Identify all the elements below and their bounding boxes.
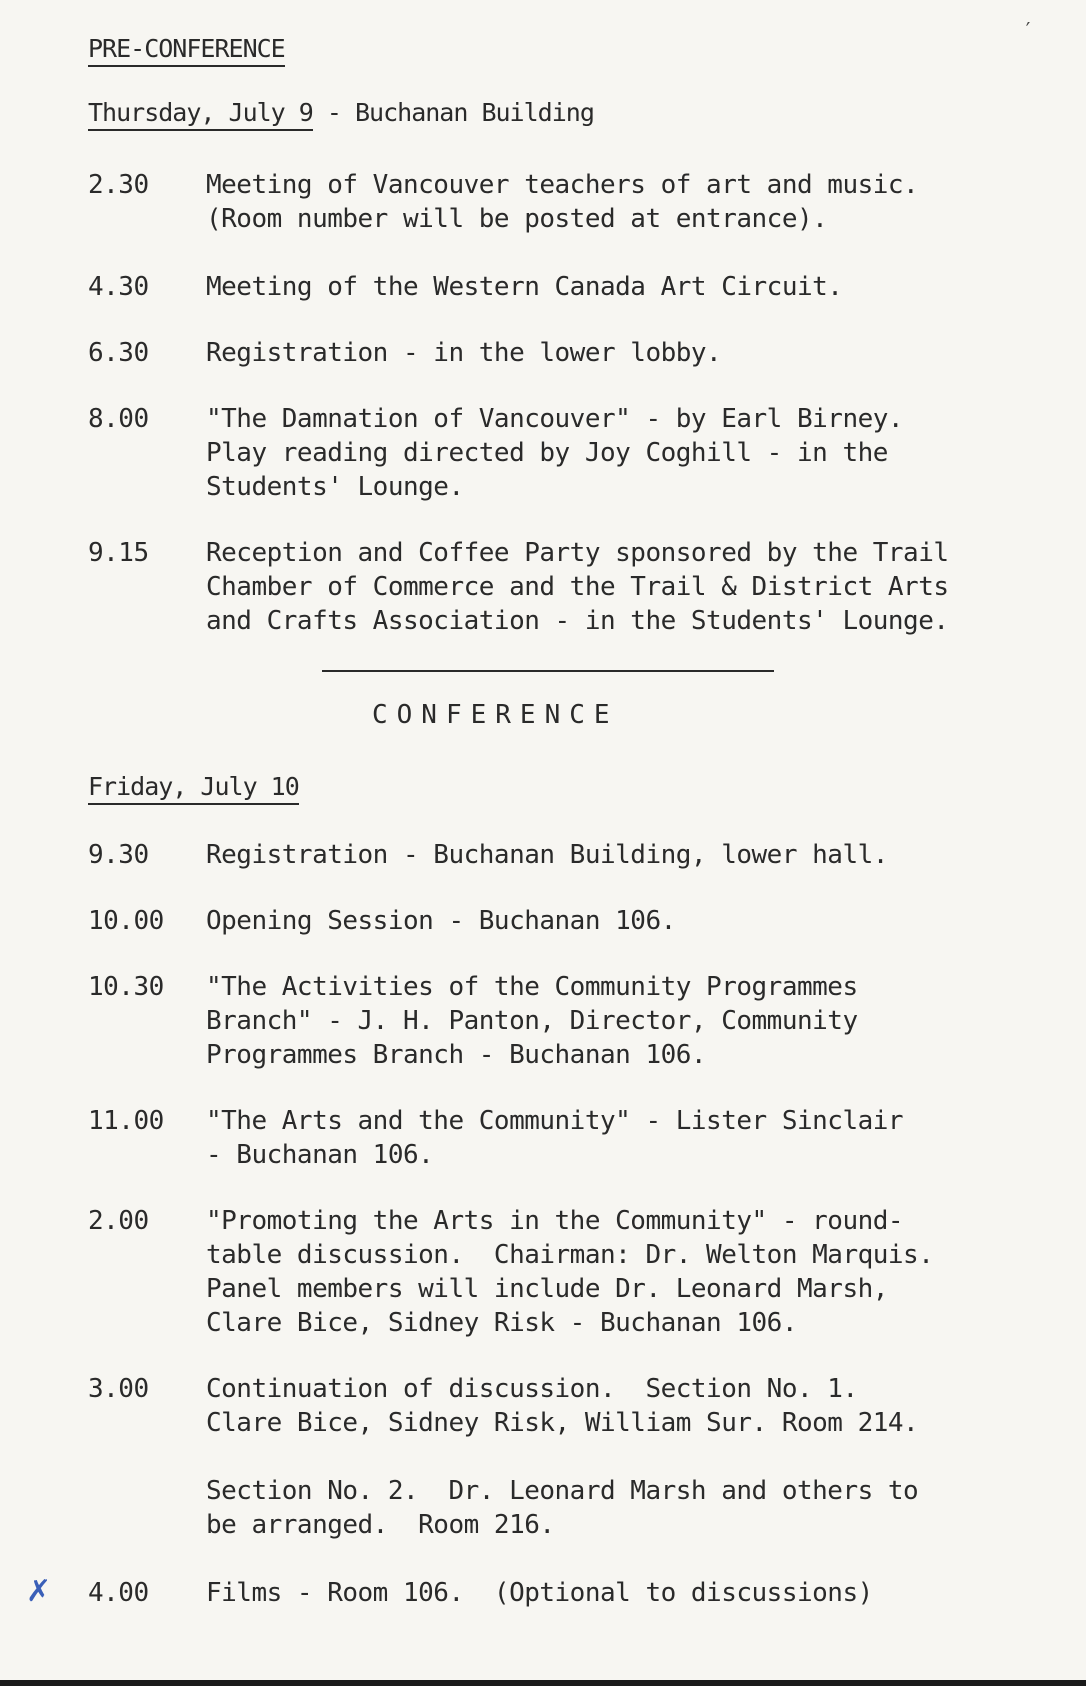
- entry-time: 10.00: [88, 906, 164, 936]
- entry-time: 8.00: [88, 404, 149, 434]
- entry-text: Opening Session - Buchanan 106.: [206, 906, 676, 936]
- entry-time: 11.00: [88, 1106, 164, 1136]
- entry-text: Continuation of discussion. Section No. 1. Clare Bice, Sidney Risk, William Sur. Room 214.: [206, 1374, 919, 1438]
- thursday-heading: [88, 98, 594, 127]
- entry-time: 10.30: [88, 972, 164, 1002]
- entry-time: 2.30: [88, 170, 149, 200]
- section-divider: [322, 670, 774, 672]
- handwritten-tick-mark: ✗: [26, 1574, 52, 1609]
- entry-text: Meeting of the Western Canada Art Circuit.: [206, 272, 843, 302]
- entry-text: "The Arts and the Community" - Lister Sinclair - Buchanan 106.: [206, 1106, 904, 1170]
- entry-text: Registration - Buchanan Building, lower hall.: [206, 840, 888, 870]
- entry-time: 4.00: [88, 1578, 149, 1608]
- page-bottom-edge: [0, 1680, 1086, 1686]
- entry-text: Films - Room 106. (Optional to discussions): [206, 1578, 873, 1608]
- entry-text: "The Activities of the Community Programmes Branch" - J. H. Panton, Director, Community Programmes Branch - Buchanan 106.: [206, 972, 858, 1070]
- entry-text: Reception and Coffee Party sponsored by the Trail Chamber of Commerce and the Trail & District Arts and Crafts Association - in the Students' Lounge.: [206, 538, 949, 636]
- entry-text: Meeting of Vancouver teachers of art and music. (Room number will be posted at entrance).: [206, 170, 919, 234]
- thursday-location: - Buchanan Building: [326, 98, 594, 127]
- thursday-date: Thursday, July 9: [88, 98, 313, 131]
- entry-time: 6.30: [88, 338, 149, 368]
- entry-time: 9.30: [88, 840, 149, 870]
- corner-mark: ′: [1022, 18, 1035, 42]
- entry-text: "Promoting the Arts in the Community" - round- table discussion. Chairman: Dr. Welton Marquis. Panel members will include Dr. Leonard Marsh, Clare Bice, Sidney Risk - Buchanan 106.: [206, 1206, 934, 1338]
- entry-text: Registration - in the lower lobby.: [206, 338, 722, 368]
- pre-conference-title: PRE-CONFERENCE: [88, 34, 285, 67]
- entry-time: 9.15: [88, 538, 149, 568]
- friday-date: Friday, July 10: [88, 772, 299, 805]
- entry-text: Section No. 2. Dr. Leonard Marsh and others to be arranged. Room 216.: [206, 1476, 919, 1540]
- entry-time: 2.00: [88, 1206, 149, 1236]
- entry-time: 3.00: [88, 1374, 149, 1404]
- friday-heading: [88, 772, 299, 801]
- entry-time: 4.30: [88, 272, 149, 302]
- entry-text: "The Damnation of Vancouver" - by Earl Birney. Play reading directed by Joy Coghill - in the Students' Lounge.: [206, 404, 904, 502]
- conference-title: CONFERENCE: [372, 700, 619, 730]
